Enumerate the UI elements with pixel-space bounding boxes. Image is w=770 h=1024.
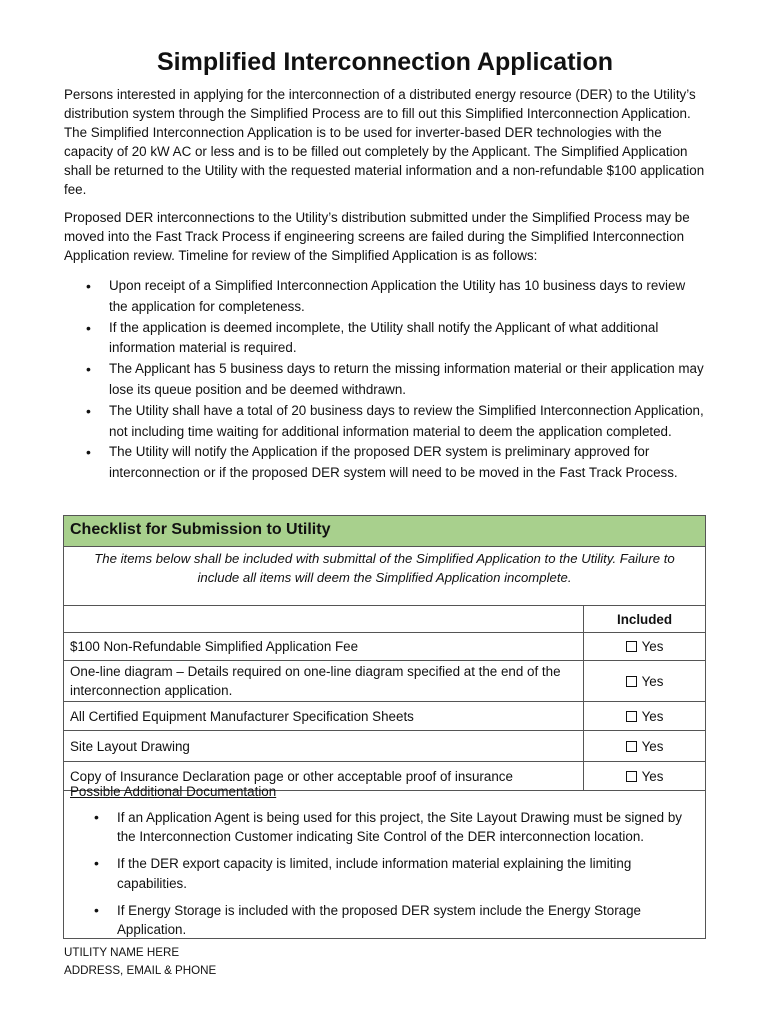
checklist-item-header	[64, 606, 584, 632]
included-checkbox[interactable]	[584, 731, 705, 761]
checklist-row	[64, 633, 705, 661]
checklist-row	[64, 702, 705, 731]
additional-item: • If Energy Storage is included with the proposed DER system include the Energy Storage Application.	[70, 901, 695, 939]
checklist-item-label: Site Layout Drawing	[64, 731, 584, 761]
page-title: Simplified Interconnection Application	[156, 48, 614, 76]
included-checkbox[interactable]	[584, 661, 705, 701]
checklist-title: Checklist for Submission to Utility	[64, 516, 705, 547]
additional-documentation-list	[70, 808, 695, 947]
checklist-item-label: $100 Non-Refundable Simplified Application Fee	[64, 633, 584, 660]
checkbox-label: Yes	[641, 673, 664, 689]
checkbox-label: Yes	[641, 738, 664, 754]
timeline-list	[64, 276, 704, 484]
timeline-item: • If the application is deemed incomplete, the Utility shall notify the Applicant of what additional information material is required.	[64, 318, 704, 360]
checkbox-label: Yes	[641, 639, 664, 654]
checkbox-icon[interactable]	[626, 711, 637, 722]
process-paragraph: Proposed DER interconnections to the Utility’s distribution submitted under the Simplified Process may be moved into the Fast Track Process if engineering screens are failed during the Simplified Interconnection Application review. Timeline for review of the Simplified Application is as follows:	[64, 210, 690, 263]
checklist-item-label: All Certified Equipment Manufacturer Specification Sheets	[64, 702, 584, 730]
checkbox-label: Yes	[641, 768, 664, 784]
utility-contact: ADDRESS, EMAIL & PHONE	[64, 963, 217, 977]
checklist-row	[64, 661, 705, 702]
checkbox-icon[interactable]	[626, 771, 637, 782]
checklist-item-label: One-line diagram – Details required on one-line diagram specified at the end of the interconnection application.	[64, 661, 584, 701]
checklist-instructions: The items below shall be included with submittal of the Simplified Application to the Utility. Failure to include all items will deem the Simplified Application incomplete.	[64, 547, 705, 606]
footer	[64, 944, 216, 979]
additional-documentation	[64, 782, 705, 939]
timeline-item: • The Utility will notify the Application if the proposed DER system is preliminary approved for interconnection or if the proposed DER system will need to be moved in the Fast Track Process.	[64, 442, 704, 484]
additional-item: • If the DER export capacity is limited, include information material explaining the limiting capabilities.	[70, 854, 695, 892]
additional-documentation-title: Possible Additional Documentation	[70, 784, 277, 799]
timeline-item: • Upon receipt of a Simplified Interconnection Application the Utility has 10 business days to review the application for completeness.	[64, 276, 704, 318]
included-checkbox[interactable]	[584, 702, 705, 730]
checkbox-icon[interactable]	[626, 676, 637, 687]
checklist-row	[64, 731, 705, 762]
timeline-item: • The Utility shall have a total of 20 business days to review the Simplified Interconnection Application, not including time waiting for additional information material to deem the application completed.	[64, 401, 704, 443]
submission-checklist	[63, 515, 706, 939]
checkbox-icon[interactable]	[626, 741, 637, 752]
intro-paragraph: Persons interested in applying for the interconnection of a distributed energy resource (DER) to the Utility’s distribution system through the Simplified Process are to fill out this Simplified Interconnection Application. The Simplified Interconnection Application is to be used for inverter-based DER technologies with the capacity of 20 kW AC or less and is to be filled out completely by the Applicant. The Simplified Application shall be returned to the Utility with the requested material information and a non-refundable $100 application fee.	[64, 87, 705, 197]
timeline-item: • The Applicant has 5 business days to return the missing information material or their application may lose its queue position and be deemed withdrawn.	[64, 359, 704, 401]
utility-name: UTILITY NAME HERE	[64, 946, 180, 959]
included-column-header: Included	[616, 611, 673, 627]
checklist-header-row	[64, 606, 705, 633]
additional-item: • If an Application Agent is being used for this project, the Site Layout Drawing must be signed by the Interconnection Customer indicating Site Control of the DER interconnection location.	[70, 808, 695, 846]
included-checkbox[interactable]	[584, 633, 705, 660]
checkbox-label: Yes	[641, 708, 664, 724]
checkbox-icon[interactable]	[626, 641, 637, 652]
checklist-item-label: Copy of Insurance Declaration page or other acceptable proof of insurance	[64, 762, 584, 790]
